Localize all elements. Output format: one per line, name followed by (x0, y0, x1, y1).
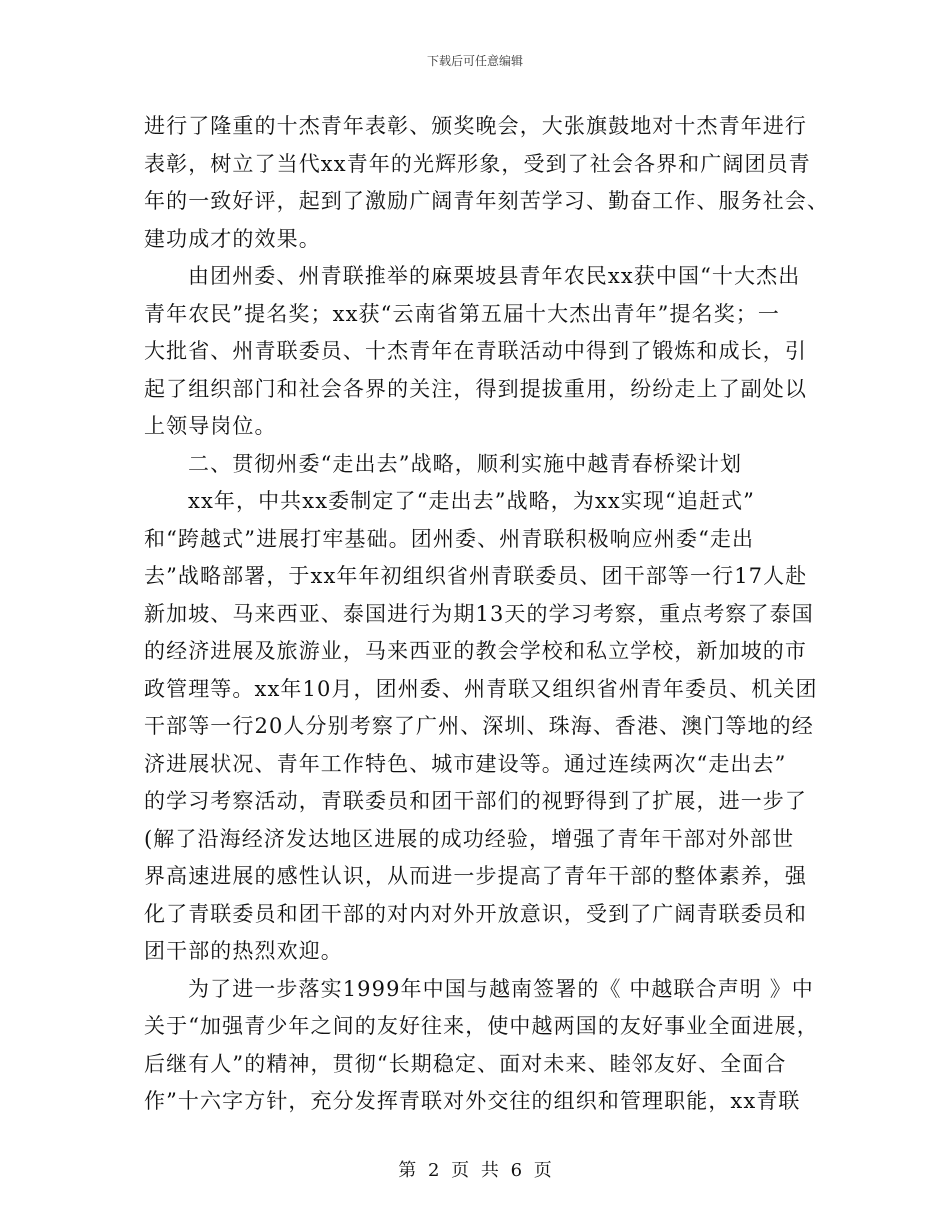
text-line: 济进展状况、青年工作特色、城市建设等。通过连续两次“走出去” (144, 751, 787, 776)
text-line: 新加坡、马来西亚、泰国进行为期13天的学习考察，重点考察了泰国 (144, 601, 814, 626)
text-line: 的经济进展及旅游业，马来西亚的教会学校和私立学校，新加坡的市 (144, 639, 807, 663)
page-header: 下载后可任意编辑 (426, 54, 523, 68)
text-line: 和“跨越式”进展打牢基础。团州委、州青联积极响应州委“走出 (144, 526, 755, 551)
paragraph-start-line: xx年，中共xx委制定了“走出去”战略，为xx实现“追赶式” (188, 489, 756, 513)
text-line: 去”战略部署，于xx年年初组织省州青联委员、团干部等一行17人赴 (144, 564, 808, 588)
page-footer: 第 2 页 共 6 页 (398, 1160, 552, 1181)
text-line: 界高速进展的感性认识，从而进一步提高了青年干部的整体素养，强 (144, 864, 807, 888)
paragraph-start-line: 由团州委、州青联推举的麻栗坡县青年农民xx获中国“十大杰出 (188, 264, 801, 288)
text-line: 表彰，树立了当代xx青年的光辉形象，受到了社会各界和广阔团员青 (144, 151, 811, 176)
text-line: 后继有人”的精神，贯彻“长期稳定、面对未来、睦邻友好、全面合 (144, 1051, 787, 1076)
section-heading: 二、贯彻州委“走出去”战略，顺利实施中越青春桥梁计划 (188, 451, 743, 476)
text-line: 上领导岗位。 (144, 414, 277, 438)
text-line: 的学习考察活动，青联委员和团干部们的视野得到了扩展，进一步了 (144, 789, 807, 813)
text-line: 团干部的热烈欢迎。 (144, 939, 343, 963)
text-line: 干部等一行20人分别考察了广州、深圳、珠海、香港、澳门等地的经 (144, 714, 814, 738)
text-line: 作”十六字方针，充分发挥青联对外交往的组织和管理职能，xx青联 (144, 1089, 801, 1113)
paragraph-start-line: 为了进一步落实1999年中国与越南签署的《 中越联合声明 》中 (188, 976, 814, 1001)
text-line: 进行了隆重的十杰青年表彰、颁奖晚会，大张旗鼓地对十杰青年进行 (144, 114, 807, 138)
text-line: 年的一致好评，起到了激励广阔青年刻苦学习、勤奋工作、服务社会、 (144, 189, 830, 213)
document-body (144, 108, 830, 1121)
text-line: 青年农民”提名奖；xx获“云南省第五届十大杰出青年”提名奖；一 (144, 301, 780, 326)
text-line: 政管理等。xx年10月，团州委、州青联又组织省州青年委员、机关团 (144, 676, 818, 701)
text-line: 大批省、州青联委员、十杰青年在青联活动中得到了锻炼和成长，引 (144, 339, 807, 363)
text-line: 起了组织部门和社会各界的关注，得到提拔重用，纷纷走上了副处以 (144, 376, 807, 401)
text-line: (解了沿海经济发达地区进展的成功经验，增强了青年干部对外部世 (144, 826, 795, 851)
text-line: 建功成才的效果。 (144, 226, 321, 251)
text-line: 关于“加强青少年之间的友好往来，使中越两国的友好事业全面进展， (144, 1014, 819, 1038)
text-line: 化了青联委员和团干部的对内对外开放意识，受到了广阔青联委员和 (144, 901, 807, 926)
